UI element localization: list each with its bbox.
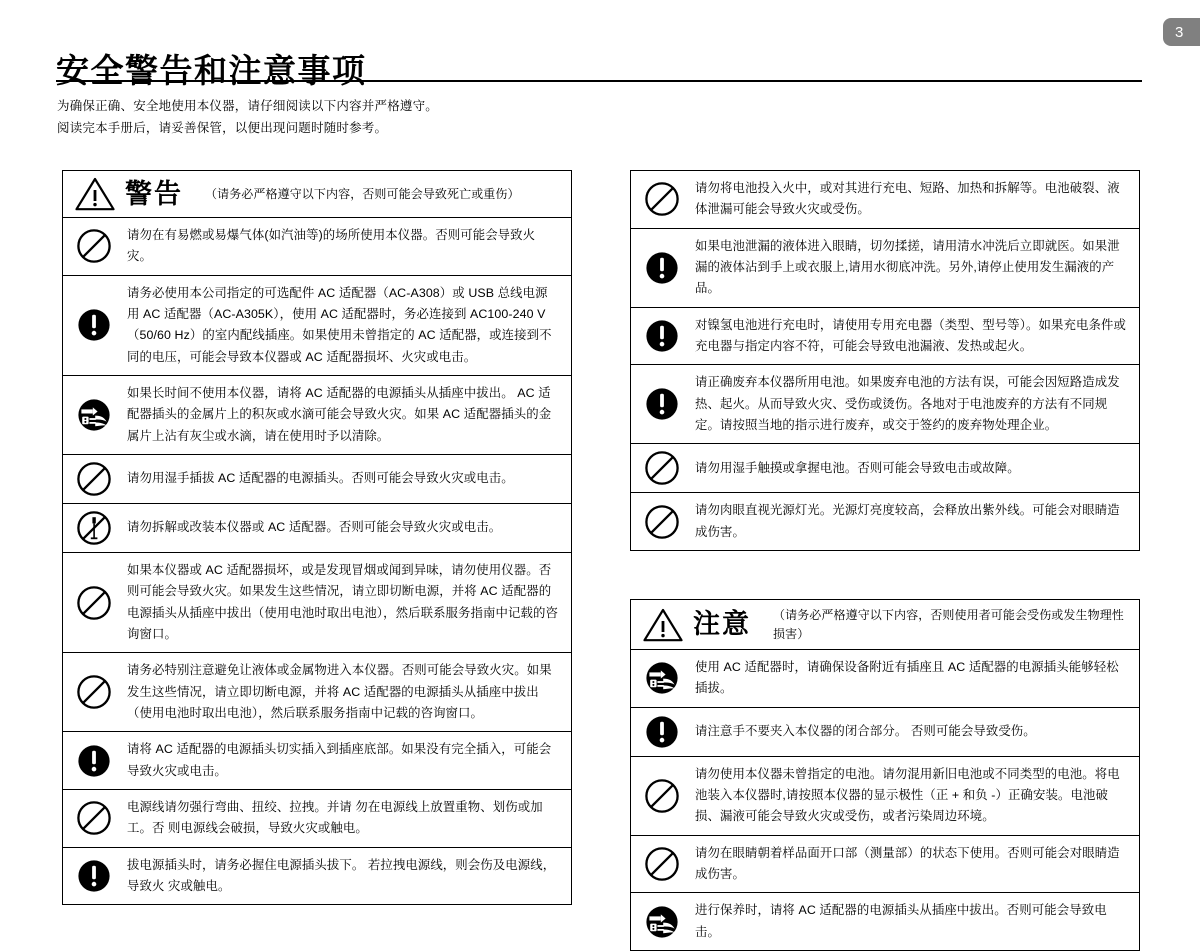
notice-text: 请勿肉眼直视光源灯光。光源灯亮度较高，会释放出紫外线。可能会对眼睛造成伤害。 — [695, 503, 1120, 539]
warning-triangle-icon — [75, 177, 115, 211]
warning-triangle-icon — [643, 608, 683, 642]
prohibition-icon — [63, 553, 125, 652]
notice-text: 拔电源插头时，请务必握住电源插头拔下。 若拉拽电源线，则会伤及电源线，导致火 灾或触电。 — [127, 857, 556, 893]
notice-text: 电源线请勿强行弯曲、扭绞、拉拽。并请 勿在电源线上放置重物、划伤或加工。否 则电源线会破损，导致火灾或触电。 — [127, 799, 543, 836]
warning-row — [63, 376, 571, 455]
left-column — [62, 170, 572, 905]
mandatory-icon — [63, 732, 125, 789]
warning-box — [62, 170, 572, 905]
caution-box — [630, 599, 1140, 951]
unplug-icon — [63, 376, 125, 454]
caution-note: （请务必严格遵守以下内容，否则使用者可能会受伤或发生物理性损害） — [773, 607, 1124, 641]
caution-box-header — [631, 600, 1139, 650]
warning-row — [63, 790, 571, 848]
notice-text: 请勿使用本仪器未曾指定的电池。请勿混用新旧电池或不同类型的电池。将电池装入本仪器时,请按照本仪器的显示极性（正 + 和负 -）正确安装。电池破损、漏液可能会导致火灾或受伤，或者污染周边环境。 — [695, 766, 1120, 824]
mandatory-icon — [631, 229, 693, 307]
notice-text: 请勿用湿手插拔 AC 适配器的电源插头。否则可能会导致火灾或电击。 — [127, 471, 514, 486]
battery-row — [631, 229, 1139, 308]
intro-line-1: 为确保正确、安全地使用本仪器，请仔细阅读以下内容并严格遵守。 — [57, 99, 439, 113]
intro-line-2: 阅读完本手册后，请妥善保管，以便出现问题时随时参考。 — [57, 120, 388, 135]
page-number: 3 — [1175, 23, 1184, 41]
caution-row — [631, 836, 1139, 894]
warning-row — [63, 276, 571, 376]
prohibition-icon — [63, 455, 125, 503]
prohibition-icon — [631, 444, 693, 492]
warning-box-header — [63, 171, 571, 218]
prohibition-icon — [631, 757, 693, 835]
caution-row — [631, 650, 1139, 708]
warning-heading: 警告 — [125, 178, 183, 209]
prohibition-icon — [63, 790, 125, 847]
warning-row — [63, 653, 571, 732]
caution-heading: 注意 — [693, 609, 751, 640]
notice-text: 进行保养时，请将 AC 适配器的电源插头从插座中拔出。否则可能会导致电击。 — [695, 903, 1107, 939]
prohibition-icon — [631, 171, 693, 228]
battery-row — [631, 171, 1139, 229]
page-number-tab — [1163, 18, 1200, 46]
warning-note: （请务必严格遵守以下内容，否则可能会导致死亡或重伤） — [205, 186, 520, 201]
warning-row — [63, 848, 571, 905]
battery-rows — [631, 171, 1139, 550]
page-title: 安全警告和注意事项 — [56, 52, 367, 90]
battery-row — [631, 493, 1139, 550]
prohibition-icon — [631, 493, 693, 550]
notice-text: 请将 AC 适配器的电源插头切实插入到插座底部。如果没有完全插入，可能会导致火灾或电击。 — [127, 742, 552, 778]
intro-text — [57, 96, 438, 140]
prohibition-icon — [63, 653, 125, 731]
notice-text: 请勿在眼睛朝着样品面开口部（测量部）的状态下使用。否则可能会对眼睛造成伤害。 — [695, 845, 1120, 882]
notice-text: 如果本仪器或 AC 适配器损坏，或是发现冒烟或闻到异味，请勿使用仪器。否则可能会导致火灾。如果发生这些情况，请立即切断电源，并将 AC 适配器的电源插头从插座中拔出（使用电池时取出电池），然后联系服务指南中记载的咨询窗口。 — [127, 562, 558, 641]
mandatory-icon — [631, 708, 693, 756]
prohibition-icon — [631, 836, 693, 893]
battery-row — [631, 365, 1139, 444]
battery-row — [631, 444, 1139, 493]
notice-text: 请务必特别注意避免让液体或金属物进入本仪器。否则可能会导致火灾。如果发生这些情况，请立即切断电源，并将 AC 适配器的电源插头从插座中拔出（使用电池时取出电池），然后联系服务指南中记载的咨询窗口。 — [127, 663, 552, 720]
caution-rows — [631, 650, 1139, 950]
warning-row — [63, 218, 571, 276]
mandatory-icon — [631, 308, 693, 365]
no-disassembly-icon — [63, 504, 125, 552]
notice-text: 请勿在有易燃或易爆气体(如汽油等)的场所使用本仪器。否则可能会导致火灾。 — [127, 228, 536, 264]
notice-text: 如果长时间不使用本仪器，请将 AC 适配器的电源插头从插座中拔出。 AC 适配器插头的金属片上的积灰或水滴可能会导致火灾。如果 AC 适配器插头的金属片上沾有灰尘或水滴，请在使用时予以清除。 — [127, 385, 552, 443]
warning-row — [63, 504, 571, 553]
title-divider — [56, 80, 1142, 82]
caution-row — [631, 893, 1139, 950]
notice-text: 使用 AC 适配器时，请确保设备附近有插座且 AC 适配器的电源插头能够轻松插拔。 — [695, 660, 1119, 696]
prohibition-icon — [63, 218, 125, 275]
mandatory-icon — [631, 365, 693, 443]
notice-text: 请勿将电池投入火中，或对其进行充电、短路、加热和拆解等。电池破裂、液体泄漏可能会导致火灾或受伤。 — [695, 181, 1120, 217]
battery-row — [631, 308, 1139, 366]
notice-text: 请勿用湿手触摸或拿握电池。否则可能会导致电击或故障。 — [695, 460, 1020, 475]
unplug-icon — [631, 650, 693, 707]
caution-row — [631, 708, 1139, 757]
mandatory-icon — [63, 276, 125, 375]
notice-text: 对镍氢电池进行充电时，请使用专用充电器（类型、型号等）。如果充电条件或充电器与指定内容不符，可能会导致电池漏液、发热或起火。 — [695, 317, 1126, 353]
warning-row — [63, 732, 571, 790]
unplug-icon — [631, 893, 693, 950]
warning-row — [63, 455, 571, 504]
warning-row — [63, 553, 571, 653]
mandatory-icon — [63, 848, 125, 905]
warning-rows — [63, 218, 571, 904]
notice-text: 请勿拆解或改装本仪器或 AC 适配器。否则可能会导致火灾或电击。 — [127, 520, 502, 535]
caution-row — [631, 757, 1139, 836]
battery-box — [630, 170, 1140, 551]
right-column — [630, 170, 1140, 951]
notice-text: 请务必使用本公司指定的可选配件 AC 适配器（AC-A308）或 USB 总线电源用 AC 适配器（AC-A305K），使用 AC 适配器时，务必连接到 AC100-240 V（50/60 Hz）的室内配线插座。如果使用未曾指定的 AC 适配器，或连接到不同的电压，可能会导致本仪器或 AC 适配器损坏、火灾或电击。 — [127, 285, 552, 364]
notice-text: 如果电池泄漏的液体进入眼睛，切勿揉搓，请用清水冲洗后立即就医。如果泄漏的液体沾到手上或衣服上,请用水彻底冲洗。另外,请停止使用发生漏液的产品。 — [695, 238, 1120, 296]
notice-text: 请注意手不要夹入本仪器的闭合部分。 否则可能会导致受伤。 — [695, 724, 1036, 739]
notice-text: 请正确废弃本仪器所用电池。如果废弃电池的方法有误，可能会因短路造成发热、起火。从而导致火灾、受伤或烫伤。各地对于电池废弃的方法有不同规定。请按照当地的指示进行废弃，或交于签约的废弃物处理企业。 — [695, 375, 1120, 432]
